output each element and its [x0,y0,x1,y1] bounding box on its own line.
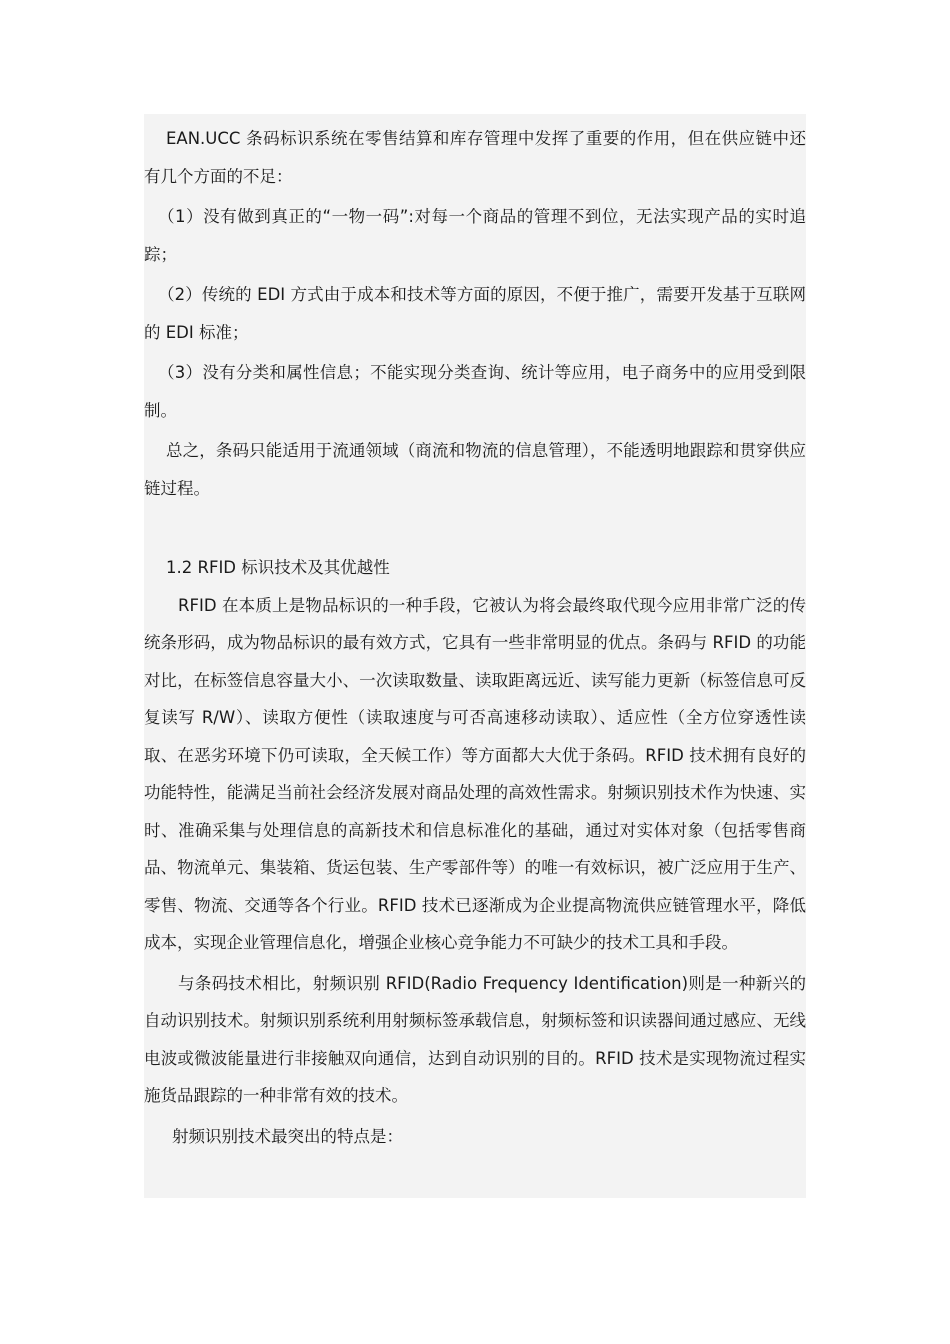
paragraph-barcode-intro: EAN.UCC 条码标识系统在零售结算和库存管理中发挥了重要的作用，但在供应链中还有几个方面的不足： [144,129,806,186]
section-heading: 1.2 RFID 标识技术及其优越性 [166,558,390,577]
paragraph-rfid-advantages: RFID 在本质上是物品标识的一种手段，它被认为将会最终取代现今应用非常广泛的传统条形码，成为物品标识的最有效方式，它具有一些非常明显的优点。条码与 RFID 的功能对比，在标签信息容量大小、一次读取数量、读取距离远近、读写能力更新（标签信息可反复读写 R/W）、读取方便性（读取速度与可否高速移动读取）、适应性（全方位穿透性读取、在恶劣环境下仍可读取，全天候工作）等方面都大大优于条码。RFID 技术拥有良好的功能特性，能满足当前社会经济发展对商品处理的高效性需求。射频识别技术作为快速、实时、准确采集与处理信息的高新技术和信息标准化的基础，通过对实体对象（包括零售商品、物流单元、集装箱、货运包装、生产零部件等）的唯一有效标识，被广泛应用于生产、零售、物流、交通等各个行业。RFID 技术已逐渐成为企业提高物流供应链管理水平，降低成本，实现企业管理信息化，增强企业核心竞争能力不可缺少的技术工具和手段。 [144,595,806,952]
document-body [144,120,806,1155]
paragraph-rfid-features-lead: 射频识别技术最突出的特点是： [172,1126,403,1146]
paragraph-shortcoming-2: （2）传统的 EDI 方式由于成本和技术等方面的原因，不便于推广，需要开发基于互联网的 EDI 标准； [144,285,806,342]
paragraph-rfid-definition: 与条码技术相比，射频识别 RFID(Radio Frequency Identification)则是一种新兴的自动识别技术。射频识别系统利用射频标签承载信息，射频标签和识读器间通过感应、无线电波或微波能量进行非接触双向通信，达到自动识别的目的。RFID 技术是实现物流过程实施货品跟踪的一种非常有效的技术。 [144,973,806,1105]
paragraph-shortcoming-1: （1）没有做到真正的“一物一码”:对每一个商品的管理不到位，无法实现产品的实时追踪； [144,207,806,264]
paragraph-summary: 总之，条码只能适用于流通领域（商流和物流的信息管理），不能透明地跟踪和贯穿供应链过程。 [144,441,806,498]
paragraph-shortcoming-3: （3）没有分类和属性信息；不能实现分类查询、统计等应用，电子商务中的应用受到限制。 [144,363,806,420]
